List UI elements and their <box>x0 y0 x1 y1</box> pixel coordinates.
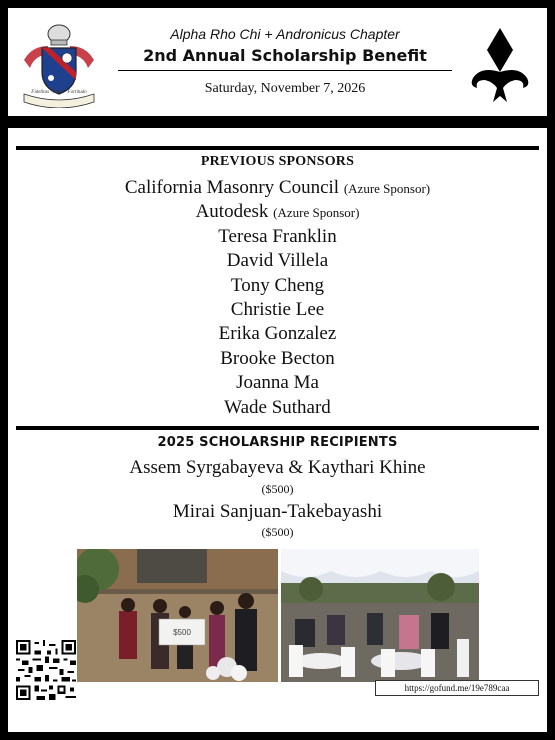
sponsor-item <box>16 371 539 395</box>
header-divider <box>118 70 452 71</box>
sponsor-list <box>16 176 539 420</box>
event-date: Saturday, November 7, 2026 <box>204 81 366 96</box>
sponsor-name: Tony Cheng <box>230 274 325 296</box>
crest-motto: Fidelitas · Amor · Fortitudo <box>31 90 87 95</box>
sponsor-name: Wade Suthard <box>224 396 331 418</box>
award-photo <box>77 549 278 682</box>
recipient-amount: ($500) <box>261 525 294 539</box>
section-divider <box>16 146 539 150</box>
sponsor-tier: (Azure Sponsor) <box>273 205 360 221</box>
donation-link[interactable]: https://gofund.me/19e789caa <box>375 680 539 696</box>
recipient-name: Assem Syrgabayeva & Kaythari Khine <box>129 457 426 478</box>
sponsor-item <box>16 274 539 298</box>
sponsor-name: David Villela <box>226 250 329 272</box>
section-divider <box>16 426 539 430</box>
sponsor-item <box>16 249 539 273</box>
sponsor-item <box>16 200 539 224</box>
recipient-name: Mirai Sanjuan-Takebayashi <box>172 501 383 522</box>
organization-name: Alpha Rho Chi + Andronicus Chapter <box>170 26 400 42</box>
event-photo <box>281 549 479 682</box>
sponsor-name: California Masonry Council <box>124 177 340 198</box>
content-panel <box>8 128 547 732</box>
sponsor-name: Erika Gonzalez <box>218 323 337 345</box>
sponsor-item <box>16 298 539 322</box>
recipient-amount: ($500) <box>261 482 294 496</box>
sponsor-item <box>16 322 539 346</box>
sponsor-name: Teresa Franklin <box>218 225 337 247</box>
sponsor-item <box>16 225 539 249</box>
sponsor-item <box>16 396 539 420</box>
sponsor-item <box>16 347 539 371</box>
event-header <box>8 8 547 116</box>
sponsor-tier: (Azure Sponsor) <box>343 181 431 196</box>
sponsor-name: Brooke Becton <box>220 347 335 369</box>
sponsor-name: Autodesk <box>195 201 269 223</box>
qr-code-icon <box>16 640 76 700</box>
fleur-de-lis-icon <box>467 26 533 104</box>
sponsor-item <box>16 176 539 200</box>
check-amount: $500 <box>173 628 191 637</box>
sponsors-heading: PREVIOUS SPONSORS <box>200 154 355 169</box>
sponsor-name: Joanna Ma <box>236 372 319 394</box>
event-title: 2nd Annual Scholarship Benefit <box>143 46 427 65</box>
sponsor-name: Christie Lee <box>230 298 325 320</box>
recipients-heading: 2025 SCHOLARSHIP RECIPIENTS <box>157 435 398 450</box>
